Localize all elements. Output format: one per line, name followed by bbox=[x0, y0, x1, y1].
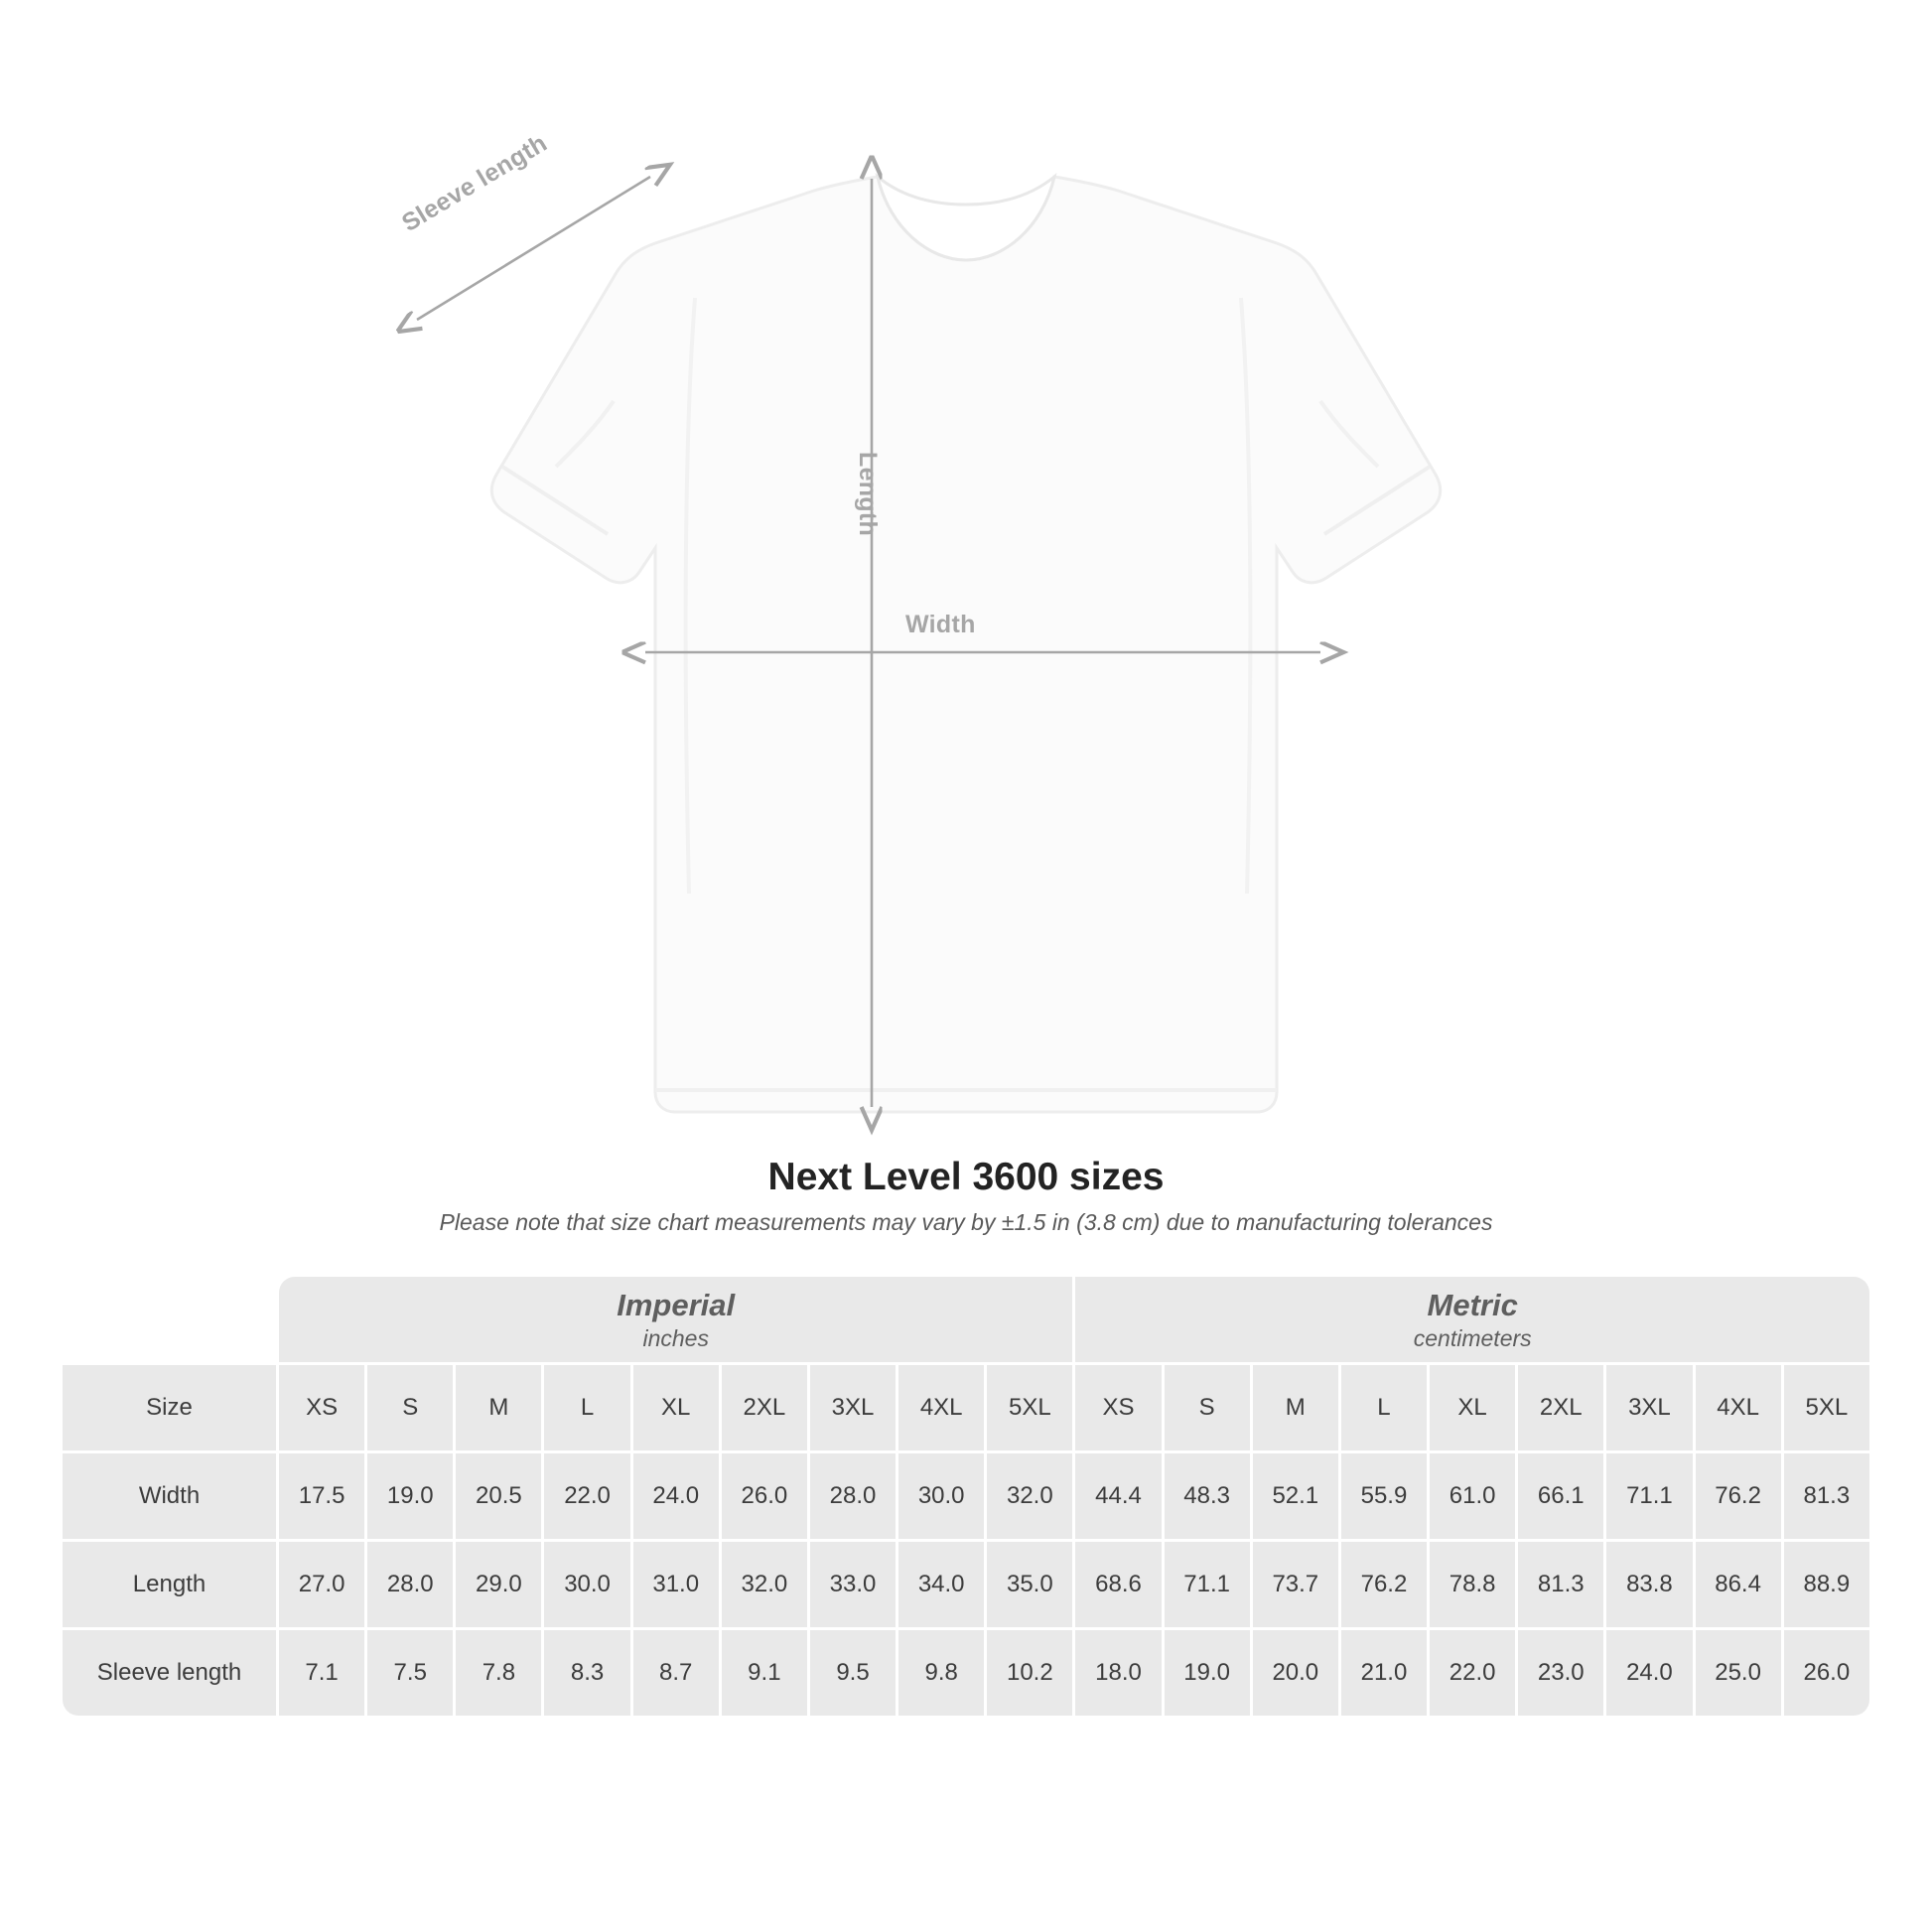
column-header: 3XL bbox=[810, 1365, 896, 1450]
table-cell: 26.0 bbox=[1784, 1630, 1869, 1716]
table-cell: 88.9 bbox=[1784, 1542, 1869, 1627]
tshirt-shape bbox=[491, 177, 1440, 1112]
column-header: 2XL bbox=[722, 1365, 807, 1450]
table-cell: 19.0 bbox=[1165, 1630, 1250, 1716]
length-label: Length bbox=[854, 452, 882, 537]
table-cell: 83.8 bbox=[1606, 1542, 1692, 1627]
table-cell: 21.0 bbox=[1341, 1630, 1427, 1716]
table-cell: 35.0 bbox=[987, 1542, 1072, 1627]
column-header: 3XL bbox=[1606, 1365, 1692, 1450]
table-cell: 7.5 bbox=[367, 1630, 453, 1716]
table-cell: 18.0 bbox=[1075, 1630, 1161, 1716]
page-title: Next Level 3600 sizes bbox=[767, 1156, 1165, 1198]
table-cell: 86.4 bbox=[1696, 1542, 1781, 1627]
column-header: XL bbox=[1430, 1365, 1515, 1450]
table-cell: 76.2 bbox=[1696, 1453, 1781, 1539]
table-cell: 24.0 bbox=[1606, 1630, 1692, 1716]
table-cell: 7.8 bbox=[456, 1630, 541, 1716]
table-cell: 34.0 bbox=[898, 1542, 984, 1627]
column-header: M bbox=[456, 1365, 541, 1450]
column-header: 5XL bbox=[1784, 1365, 1869, 1450]
table-row bbox=[63, 1630, 1869, 1716]
imperial-name: Imperial bbox=[617, 1288, 736, 1323]
table-cell: 25.0 bbox=[1696, 1630, 1781, 1716]
table-cell: 32.0 bbox=[987, 1453, 1072, 1539]
table-cell: 71.1 bbox=[1606, 1453, 1692, 1539]
column-header: XS bbox=[279, 1365, 364, 1450]
corner-spacer bbox=[63, 1277, 276, 1362]
size-table-body bbox=[63, 1453, 1869, 1716]
table-cell: 26.0 bbox=[722, 1453, 807, 1539]
metric-sub: centimeters bbox=[1413, 1324, 1532, 1351]
table-cell: 30.0 bbox=[898, 1453, 984, 1539]
table-cell: 66.1 bbox=[1518, 1453, 1603, 1539]
column-header: XS bbox=[1075, 1365, 1161, 1450]
table-cell: 30.0 bbox=[544, 1542, 629, 1627]
table-cell: 20.0 bbox=[1253, 1630, 1338, 1716]
row-label: Length bbox=[63, 1542, 276, 1627]
table-cell: 52.1 bbox=[1253, 1453, 1338, 1539]
tolerance-note: Please note that size chart measurements may vary by ±1.5 in (3.8 cm) due to manufacturing tolerances bbox=[439, 1209, 1493, 1235]
size-chart-table-wrapper bbox=[60, 1274, 1872, 1719]
table-cell: 10.2 bbox=[987, 1630, 1072, 1716]
column-header-row bbox=[63, 1365, 1869, 1450]
table-cell: 28.0 bbox=[367, 1542, 453, 1627]
column-header: M bbox=[1253, 1365, 1338, 1450]
table-cell: 78.8 bbox=[1430, 1542, 1515, 1627]
column-header: S bbox=[1165, 1365, 1250, 1450]
table-cell: 9.8 bbox=[898, 1630, 984, 1716]
table-cell: 68.6 bbox=[1075, 1542, 1161, 1627]
column-header: L bbox=[544, 1365, 629, 1450]
table-cell: 7.1 bbox=[279, 1630, 364, 1716]
unit-group-metric bbox=[1075, 1277, 1869, 1362]
table-cell: 81.3 bbox=[1784, 1453, 1869, 1539]
table-cell: 29.0 bbox=[456, 1542, 541, 1627]
table-cell: 17.5 bbox=[279, 1453, 364, 1539]
unit-group-imperial bbox=[279, 1277, 1072, 1362]
table-cell: 73.7 bbox=[1253, 1542, 1338, 1627]
table-cell: 20.5 bbox=[456, 1453, 541, 1539]
table-cell: 8.7 bbox=[633, 1630, 719, 1716]
metric-name: Metric bbox=[1427, 1288, 1518, 1323]
table-cell: 22.0 bbox=[544, 1453, 629, 1539]
size-header: Size bbox=[63, 1365, 276, 1450]
table-cell: 61.0 bbox=[1430, 1453, 1515, 1539]
column-header: 2XL bbox=[1518, 1365, 1603, 1450]
table-cell: 71.1 bbox=[1165, 1542, 1250, 1627]
row-label: Width bbox=[63, 1453, 276, 1539]
column-header: 4XL bbox=[898, 1365, 984, 1450]
sleeve-length-label: Sleeve length bbox=[397, 128, 552, 238]
table-row bbox=[63, 1453, 1869, 1539]
table-cell: 23.0 bbox=[1518, 1630, 1603, 1716]
table-cell: 27.0 bbox=[279, 1542, 364, 1627]
table-cell: 28.0 bbox=[810, 1453, 896, 1539]
table-cell: 32.0 bbox=[722, 1542, 807, 1627]
imperial-sub: inches bbox=[642, 1324, 709, 1351]
table-row bbox=[63, 1542, 1869, 1627]
column-header: 4XL bbox=[1696, 1365, 1781, 1450]
unit-header-row bbox=[63, 1277, 1869, 1362]
column-header: 5XL bbox=[987, 1365, 1072, 1450]
size-chart-table bbox=[60, 1274, 1872, 1719]
table-cell: 33.0 bbox=[810, 1542, 896, 1627]
column-header: XL bbox=[633, 1365, 719, 1450]
column-header: S bbox=[367, 1365, 453, 1450]
table-cell: 19.0 bbox=[367, 1453, 453, 1539]
table-cell: 55.9 bbox=[1341, 1453, 1427, 1539]
table-cell: 44.4 bbox=[1075, 1453, 1161, 1539]
table-cell: 22.0 bbox=[1430, 1630, 1515, 1716]
table-cell: 48.3 bbox=[1165, 1453, 1250, 1539]
title-block bbox=[0, 1156, 1932, 1236]
table-cell: 24.0 bbox=[633, 1453, 719, 1539]
table-cell: 9.1 bbox=[722, 1630, 807, 1716]
table-cell: 81.3 bbox=[1518, 1542, 1603, 1627]
column-header: L bbox=[1341, 1365, 1427, 1450]
table-cell: 76.2 bbox=[1341, 1542, 1427, 1627]
table-cell: 9.5 bbox=[810, 1630, 896, 1716]
row-label: Sleeve length bbox=[63, 1630, 276, 1716]
width-label: Width bbox=[905, 611, 976, 638]
table-cell: 8.3 bbox=[544, 1630, 629, 1716]
table-cell: 31.0 bbox=[633, 1542, 719, 1627]
